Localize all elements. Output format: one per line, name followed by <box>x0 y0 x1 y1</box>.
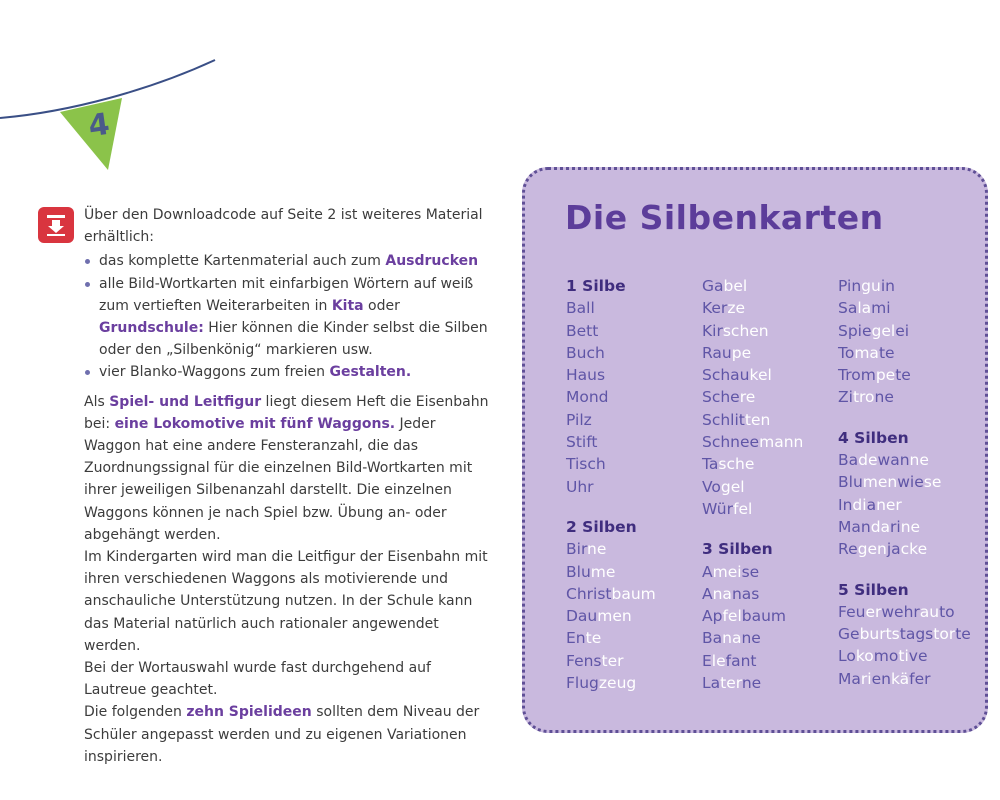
syllable: au <box>919 602 940 621</box>
syllable-word <box>702 672 803 694</box>
syllable: Zi <box>838 388 853 407</box>
syllable: di <box>852 495 867 514</box>
syllable: ne <box>874 388 894 407</box>
syllable: Ba <box>702 629 723 648</box>
syllable: mo <box>873 647 899 666</box>
syllable: ti <box>898 647 909 666</box>
syllable: me <box>590 562 616 581</box>
word-column-2 <box>702 275 803 694</box>
syllable-heading: 2 Silben <box>566 517 637 536</box>
syllable: Ma <box>838 669 861 688</box>
paragraph: Als Spiel- und Leitfigur liegt diesem Heft die Eisenbahn bei: eine Lokomotive mit fünf Waggons. Jeder Waggon hat eine andere Fensteranzahl, die das Zuordnungssignal für die einzelnen Bild-Wortkarten mit ihrer jeweiligen Silbenanzahl darstellt. Die einzelnen Waggons können je nach Spiel bzw. Übung an- oder abgehängt werden. <box>84 393 489 543</box>
syllable-word <box>838 668 971 690</box>
syllable: mi <box>871 299 891 318</box>
syllable: te <box>585 629 602 648</box>
syllable: Ap <box>702 607 723 626</box>
intro-text: Über den Downloadcode auf Seite 2 ist weiteres Material erhältlich: <box>84 207 483 246</box>
highlight: zehn Spielideen <box>186 704 312 721</box>
syllable: ri <box>860 669 872 688</box>
syllable: Ba <box>838 451 859 470</box>
syllable: wan <box>877 451 910 470</box>
syllable: te <box>955 625 971 644</box>
syllable: Spie <box>838 321 872 340</box>
syllable-word <box>838 538 971 560</box>
syllable: ve <box>908 647 928 666</box>
syllable: Bir <box>566 540 588 559</box>
syllable: baum <box>611 584 656 603</box>
syllable: gel <box>720 477 745 496</box>
syllable: men <box>597 607 632 626</box>
syllable: A <box>702 562 713 581</box>
word-column-1 <box>566 275 656 694</box>
syllable: Buch <box>566 343 605 362</box>
syllable-heading: 3 Silben <box>702 540 773 559</box>
syllable: mann <box>759 433 804 452</box>
syllable: sche <box>718 455 755 474</box>
syllable: A <box>702 584 713 603</box>
syllable-word <box>838 386 971 408</box>
syllable: Schlit <box>702 410 745 429</box>
syllable: To <box>838 343 855 362</box>
syllable: Sche <box>702 388 740 407</box>
syllable: Pilz <box>566 410 592 429</box>
syllable-word <box>702 561 803 583</box>
text-column <box>84 204 494 768</box>
syllable-word <box>566 453 656 475</box>
list-item: alle Bild-Wortkarten mit einfarbigen Wörtern auf weiß zum vertieften Weiterarbeiten in Kita oder Grundschule: Hier können die Kinder selbst die Silben oder den „Silbenkönig“ markieren usw. <box>84 273 494 362</box>
syllable-word <box>566 409 656 431</box>
paragraph: Bei der Wortauswahl wurde fast durchgehend auf Lautreue geachtet. <box>84 660 431 699</box>
syllable: tor <box>933 625 956 644</box>
syllable: mei <box>712 562 742 581</box>
syllable: ma <box>854 343 879 362</box>
syllable: Ge <box>838 625 860 644</box>
syllable-word <box>566 386 656 408</box>
syllable: cke <box>900 540 928 559</box>
syllable: Kir <box>702 321 723 340</box>
syllable: ne <box>741 629 761 648</box>
syllable: fant <box>725 651 757 670</box>
syllable: E <box>702 651 712 670</box>
syllable-word <box>838 471 971 493</box>
syllable: kel <box>749 366 772 385</box>
syllable: Bett <box>566 321 599 340</box>
syllable: pe <box>731 343 752 362</box>
syllable: Ga <box>702 277 724 295</box>
syllable: to <box>939 602 955 621</box>
syllable: Ball <box>566 299 595 318</box>
syllable-word <box>838 449 971 471</box>
syllable-word <box>702 627 803 649</box>
syllable: ter <box>601 651 624 670</box>
syllable-word <box>702 431 803 453</box>
syllable-word <box>702 453 803 475</box>
spacer <box>838 561 971 579</box>
syllable: ei <box>895 321 910 340</box>
syllable: bel <box>723 277 748 295</box>
syllable-word <box>702 364 803 386</box>
syllable-word <box>702 605 803 627</box>
syllable-word <box>566 364 656 386</box>
syllable: na <box>712 584 732 603</box>
syllable-word <box>566 297 656 319</box>
syllable: ko <box>855 647 874 666</box>
syllable: Ker <box>702 299 728 318</box>
syllable: ja <box>886 540 901 559</box>
syllable: de <box>858 451 878 470</box>
syllable: ne <box>900 517 921 536</box>
body-text <box>84 391 494 768</box>
syllable: te <box>895 366 911 385</box>
list-item: vier Blanko-Waggons zum freien Gestalten. <box>84 361 494 383</box>
syllable: Tisch <box>566 455 606 474</box>
syllable: da <box>870 517 891 536</box>
syllable: Man <box>838 517 871 536</box>
syllable-word <box>838 364 971 386</box>
syllable: Feu <box>838 602 866 621</box>
syllable-word <box>838 320 971 342</box>
spacer <box>702 520 803 538</box>
syllable-word <box>566 320 656 342</box>
syllable: baum <box>741 607 787 626</box>
syllable-heading: 4 Silben <box>838 428 909 447</box>
syllable: Pin <box>838 277 862 295</box>
syllable: Uhr <box>566 477 594 496</box>
highlight: Grundschule: <box>99 320 204 337</box>
syllable-word <box>702 650 803 672</box>
syllable: Wür <box>702 499 733 518</box>
syllable: Blu <box>566 562 591 581</box>
syllable-heading: 1 Silbe <box>566 277 626 295</box>
syllable: schen <box>722 321 769 340</box>
syllable: ter <box>720 674 742 693</box>
syllable: Haus <box>566 366 606 385</box>
syllable: te <box>878 343 895 362</box>
syllable-word <box>566 431 656 453</box>
syllable: tro <box>852 388 875 407</box>
syllable-word <box>702 498 803 520</box>
syllable-word <box>702 342 803 364</box>
syllable: gel <box>871 321 896 340</box>
syllable: na <box>722 629 742 648</box>
syllable: Fens <box>566 651 602 670</box>
syllable-word <box>838 516 971 538</box>
syllable: gu <box>861 277 881 295</box>
syllable: wie <box>897 473 924 492</box>
highlight: Gestalten. <box>329 364 412 381</box>
syllable-word <box>566 583 656 605</box>
syllable: a <box>866 495 877 514</box>
syllable-word <box>566 672 656 694</box>
syllable: La <box>702 674 721 693</box>
syllable: Rau <box>702 343 732 362</box>
syllable: Lo <box>838 647 856 666</box>
pennant-banner <box>0 0 230 190</box>
syllable: in <box>880 277 895 295</box>
highlight: Ausdrucken <box>385 253 479 270</box>
page-number: 4 <box>86 106 112 145</box>
syllable: le <box>711 651 726 670</box>
syllable: Christ <box>566 584 612 603</box>
syllable: Schnee <box>702 433 760 452</box>
syllable: ne <box>741 674 762 693</box>
list-item: das komplette Kartenmaterial auch zum Ausdrucken <box>84 250 494 272</box>
syllable-word <box>566 605 656 627</box>
syllable: burts <box>859 625 900 644</box>
syllable: fer <box>909 669 931 688</box>
syllable: ne <box>909 451 929 470</box>
syllable: ne <box>587 540 607 559</box>
syllable-word <box>566 342 656 364</box>
syllable: Dau <box>566 607 598 626</box>
syllable: re <box>739 388 756 407</box>
syllable: fel <box>722 607 742 626</box>
syllable-word <box>566 650 656 672</box>
syllable: Blu <box>838 473 863 492</box>
syllable: ze <box>727 299 745 318</box>
syllable-word <box>838 297 971 319</box>
syllable: se <box>923 473 942 492</box>
syllable: er <box>865 602 882 621</box>
material-list <box>84 250 494 383</box>
syllable: Sa <box>838 299 858 318</box>
syllable-word <box>838 494 971 516</box>
spacer <box>566 498 656 516</box>
syllable: zeug <box>598 674 637 693</box>
syllable: Mond <box>566 388 609 407</box>
syllable-word <box>566 476 656 498</box>
syllable: se <box>741 562 760 581</box>
syllable: la <box>857 299 872 318</box>
syllable-word <box>702 409 803 431</box>
syllable-word <box>566 538 656 560</box>
syllable: Schau <box>702 366 750 385</box>
syllable: ri <box>890 517 901 536</box>
syllable-word <box>838 342 971 364</box>
syllable-word <box>838 601 971 623</box>
syllable: Vo <box>702 477 721 496</box>
syllable: wehr <box>881 602 920 621</box>
syllable: nas <box>731 584 760 603</box>
syllable: Trom <box>838 366 876 385</box>
syllable: Stift <box>566 433 598 452</box>
syllable-word <box>702 386 803 408</box>
syllable: ten <box>744 410 771 429</box>
syllable-word <box>838 623 971 645</box>
word-column-3 <box>838 275 971 690</box>
syllable-word <box>566 627 656 649</box>
paragraph: Die folgenden zehn Spielideen sollten dem Niveau der Schüler angepasst werden und zu eigenen Variationen inspirieren. <box>84 704 480 765</box>
syllable: In <box>838 495 853 514</box>
syllable: fel <box>732 499 753 518</box>
highlight: eine Lokomotive mit fünf Waggons. <box>114 415 396 432</box>
syllable-word <box>702 320 803 342</box>
syllable: Ta <box>702 455 719 474</box>
spacer <box>838 409 971 427</box>
syllable-word <box>838 275 971 297</box>
syllable: kä <box>890 669 910 688</box>
syllable: gen <box>857 540 887 559</box>
syllable-word <box>702 583 803 605</box>
panel-title: Die Silbenkarten <box>565 198 884 237</box>
syllable: tags <box>899 625 934 644</box>
syllable: pe <box>875 366 896 385</box>
syllable: men <box>862 473 898 492</box>
syllable: Re <box>838 540 858 559</box>
syllable-word <box>702 476 803 498</box>
highlight: Kita <box>331 297 364 314</box>
syllable-heading: 5 Silben <box>838 580 909 599</box>
download-icon[interactable] <box>38 207 74 243</box>
syllable-word <box>702 275 803 297</box>
syllable: en <box>871 669 891 688</box>
syllable: ner <box>876 495 902 514</box>
paragraph: Im Kindergarten wird man die Leitfigur der Eisenbahn mit ihren verschiedenen Waggons als motivierende und anschauliche Unterstützung nutzen. In der Schule kann das Material natürlich auch rationaler angewendet werden. <box>84 549 488 654</box>
syllable-word <box>702 297 803 319</box>
syllable: Flug <box>566 674 599 693</box>
highlight: Spiel- und Leitfigur <box>109 393 262 410</box>
syllable-word <box>566 561 656 583</box>
syllable-word <box>838 645 971 667</box>
syllable: En <box>566 629 586 648</box>
